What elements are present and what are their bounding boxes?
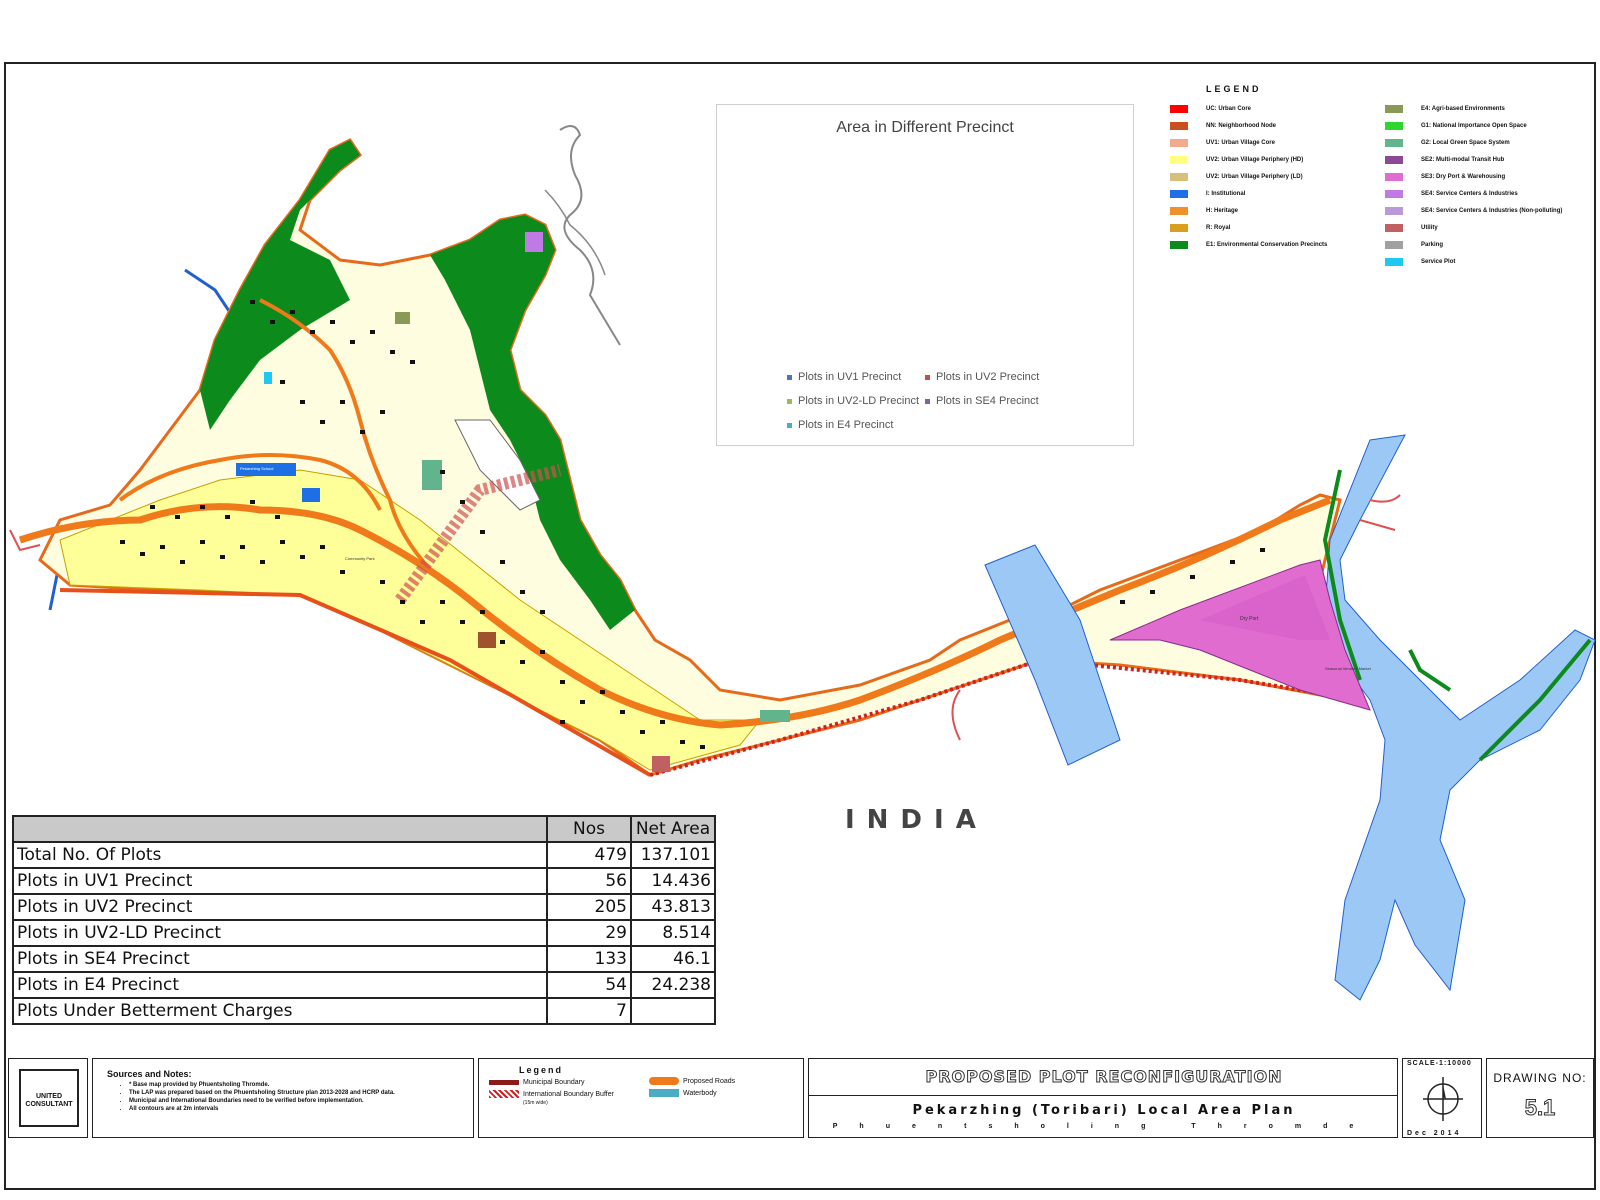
legend-swatch: [1385, 156, 1403, 164]
row-label: Plots in UV2 Precinct: [13, 894, 547, 920]
road-stub: [953, 690, 961, 740]
legend-item: [1385, 168, 1580, 185]
row-area: 46.1: [631, 946, 715, 972]
legend-label: G1: National Importance Open Space: [1421, 122, 1527, 129]
legend-item: [1385, 185, 1580, 202]
table-row: [13, 842, 715, 868]
scale-text: SCALE-1:10000: [1407, 1060, 1472, 1067]
legend-label: I: Institutional: [1206, 190, 1246, 197]
legend-label: UV1: Urban Village Core: [1206, 139, 1275, 146]
authority-title: Phuentsholing Thromde: [832, 1123, 1376, 1130]
legend-item: [1385, 134, 1580, 151]
legend-swatch: [1385, 258, 1403, 266]
legend-label: SE4: Service Centers & Industries: [1421, 190, 1518, 197]
legend-swatch: [1385, 139, 1403, 147]
drawing-number: 5.1: [1524, 1095, 1556, 1120]
green-space: [422, 460, 442, 490]
table-header-blank: [13, 816, 547, 842]
row-label: Plots in UV1 Precinct: [13, 868, 547, 894]
table-row: [13, 998, 715, 1024]
legend-label: SE4: Service Centers & Industries (Non-polluting): [1421, 207, 1563, 214]
contour-line: [545, 190, 605, 275]
chart-legend: [787, 371, 1117, 443]
north-arrow-icon: [1403, 1059, 1483, 1139]
chart-legend-item: [787, 395, 925, 407]
roads-swatch: [649, 1077, 679, 1085]
legend-item: [1385, 151, 1580, 168]
legend-item: [1385, 100, 1580, 117]
consultant-logo: UNITED CONSULTANT: [19, 1069, 79, 1127]
legend-swatch: [1170, 241, 1188, 249]
title-block-notes: [92, 1058, 474, 1138]
legend-title: LEGEND: [1206, 84, 1262, 94]
chart-legend-item: [787, 371, 925, 383]
legend-swatch: [1170, 105, 1188, 113]
chart-legend-label: Plots in UV1 Precinct: [798, 371, 902, 383]
date-text: Dec 2014: [1407, 1130, 1462, 1137]
legend-item: [1170, 100, 1365, 117]
international-label: International Boundary Buffer: [523, 1090, 614, 1098]
legend-label: UV2: Urban Village Periphery (LD): [1206, 173, 1303, 180]
legend-label: UV2: Urban Village Periphery (HD): [1206, 156, 1304, 163]
table-row: [13, 946, 715, 972]
green-space: [760, 710, 790, 722]
se4-plot: [525, 232, 543, 252]
legend-label: H: Heritage: [1206, 207, 1239, 214]
map-legend: [1170, 84, 1580, 270]
legend-item: [1170, 219, 1365, 236]
legend-label: E4: Agri-based Environments: [1421, 105, 1505, 112]
plot-statistics-table: [12, 815, 716, 1025]
row-area: 137.101: [631, 842, 715, 868]
legend-swatch: [1170, 190, 1188, 198]
legend-column-left: [1170, 100, 1365, 270]
legend-label: E1: Environmental Conservation Precincts: [1206, 241, 1328, 248]
legend-swatch: [1170, 122, 1188, 130]
map-label-school: Pekarzhing School: [240, 466, 274, 471]
row-nos: 133: [547, 946, 631, 972]
legend-marker: [925, 375, 930, 380]
table-header-row: [13, 816, 715, 842]
title-block-logo: [8, 1058, 88, 1138]
drawing-no-label: DRAWING NO:: [1493, 1071, 1587, 1085]
legend-item: [1170, 236, 1365, 253]
green-space: [395, 312, 410, 324]
legend-international: [489, 1090, 614, 1098]
chart-legend-label: Plots in UV2-LD Precinct: [798, 395, 920, 407]
legend-swatch: [1385, 224, 1403, 232]
legend-item: [1170, 185, 1365, 202]
chart-legend-item: [925, 371, 1063, 383]
legend-swatch: [1385, 241, 1403, 249]
row-area: 8.514: [631, 920, 715, 946]
row-label: Plots in UV2-LD Precinct: [13, 920, 547, 946]
legend-label: Parking: [1421, 241, 1444, 248]
legend-swatch: [1385, 122, 1403, 130]
row-area: 43.813: [631, 894, 715, 920]
divider: [809, 1095, 1397, 1096]
legend-item: [1170, 168, 1365, 185]
title-block-north: [1402, 1058, 1482, 1138]
row-nos: 479: [547, 842, 631, 868]
legend-marker: [787, 375, 792, 380]
note-item: • All contours are at 2m intervals: [129, 1105, 395, 1113]
legend-swatch: [1385, 207, 1403, 215]
title-block-main: [808, 1058, 1398, 1138]
chart-legend-item: [787, 419, 925, 431]
legend-swatch: [1170, 224, 1188, 232]
legend-label: UC: Urban Core: [1206, 105, 1252, 112]
chart-legend-label: Plots in UV2 Precinct: [936, 371, 1040, 383]
chart-legend-label: Plots in E4 Precinct: [798, 419, 894, 431]
row-nos: 56: [547, 868, 631, 894]
legend-label: G2: Local Green Space System: [1421, 139, 1510, 146]
legend-item: [1385, 236, 1580, 253]
legend-marker: [787, 399, 792, 404]
water-label: Waterbody: [683, 1089, 717, 1097]
title-block-legend: [478, 1058, 804, 1138]
table-row: [13, 894, 715, 920]
row-label: Plots in E4 Precinct: [13, 972, 547, 998]
legend-swatch: [1170, 207, 1188, 215]
table-row: [13, 868, 715, 894]
waterbody: [1325, 435, 1595, 1000]
map-label-vendors: Seasonal Vendors Market: [1325, 666, 1371, 671]
legend-swatch: [1170, 139, 1188, 147]
legend-label: NN: Neighborhood Node: [1206, 122, 1276, 129]
row-area: 14.436: [631, 868, 715, 894]
chart-title: Area in Different Precinct: [836, 119, 1014, 136]
row-nos: 54: [547, 972, 631, 998]
contour-line: [560, 126, 620, 345]
row-label: Plots in SE4 Precinct: [13, 946, 547, 972]
legend-roads: [649, 1077, 735, 1085]
water-swatch: [649, 1089, 679, 1097]
legend-municipal: [489, 1079, 584, 1086]
legend-item: [1385, 219, 1580, 236]
chart-legend-item: [925, 395, 1063, 407]
map-label-dry-port: Dry Port: [1240, 616, 1259, 622]
institutional-plot: [302, 488, 320, 502]
legend-item: [1385, 117, 1580, 134]
notes-title: Sources and Notes:: [107, 1069, 192, 1079]
drawing-title: PROPOSED PLOT RECONFIGURATION: [925, 1067, 1283, 1086]
legend-swatch: [1385, 105, 1403, 113]
row-nos: 7: [547, 998, 631, 1024]
legend-swatch: [1170, 173, 1188, 181]
row-label: Plots Under Betterment Charges: [13, 998, 547, 1024]
roads-label: Proposed Roads: [683, 1077, 736, 1085]
utility-plot: [652, 756, 670, 772]
legend-label: SE2: Multi-modal Transit Hub: [1421, 156, 1505, 163]
legend-water: [649, 1089, 717, 1097]
chart-panel: [716, 104, 1134, 446]
row-label: Total No. Of Plots: [13, 842, 547, 868]
legend-item: [1170, 151, 1365, 168]
service-plot: [264, 372, 272, 384]
table-header-net-area: Net Area: [631, 816, 715, 842]
block-legend-title: Legend: [519, 1065, 564, 1075]
legend-item: [1170, 134, 1365, 151]
legend-item: [1170, 117, 1365, 134]
legend-column-right: [1385, 100, 1580, 270]
row-area: [631, 998, 715, 1024]
legend-item: [1385, 253, 1580, 270]
municipal-swatch: [489, 1080, 519, 1085]
chart-legend-label: Plots in SE4 Precinct: [936, 395, 1039, 407]
legend-label: SE3: Dry Port & Warehousing: [1421, 173, 1506, 180]
legend-swatch: [1385, 190, 1403, 198]
legend-swatch: [1170, 156, 1188, 164]
table-header-nos: Nos: [547, 816, 631, 842]
table-row: [13, 972, 715, 998]
international-swatch: [489, 1090, 519, 1098]
plan-title: Pekarzhing (Toribari) Local Area Plan: [912, 1103, 1296, 1118]
legend-item: [1170, 202, 1365, 219]
legend-swatch: [1385, 173, 1403, 181]
legend-label: R: Royal: [1206, 224, 1231, 231]
title-block-drawing-no: [1486, 1058, 1594, 1138]
legend-item: [1385, 202, 1580, 219]
row-area: 24.238: [631, 972, 715, 998]
legend-marker: [787, 423, 792, 428]
legend-label: Utility: [1421, 224, 1438, 231]
row-nos: 205: [547, 894, 631, 920]
note-item: • * Base map provided by Phuentsholing Thromde.: [129, 1081, 395, 1089]
map-label-park: Community Park: [345, 556, 375, 561]
row-nos: 29: [547, 920, 631, 946]
legend-international-note: (15m wide): [523, 1100, 548, 1106]
legend-marker: [925, 399, 930, 404]
legend-label: Service Plot: [1421, 258, 1456, 265]
utility-plot: [478, 632, 496, 648]
note-item: • Municipal and International Boundaries need to be verified before implementation.: [129, 1097, 395, 1105]
notes-list: [107, 1081, 395, 1113]
municipal-label: Municipal Boundary: [523, 1079, 585, 1086]
table-row: [13, 920, 715, 946]
note-item: • The LAP was prepared based on the Phuentsholing Structure plan 2013-2028 and HCRP data.: [129, 1089, 395, 1097]
country-label: INDIA: [845, 805, 988, 835]
